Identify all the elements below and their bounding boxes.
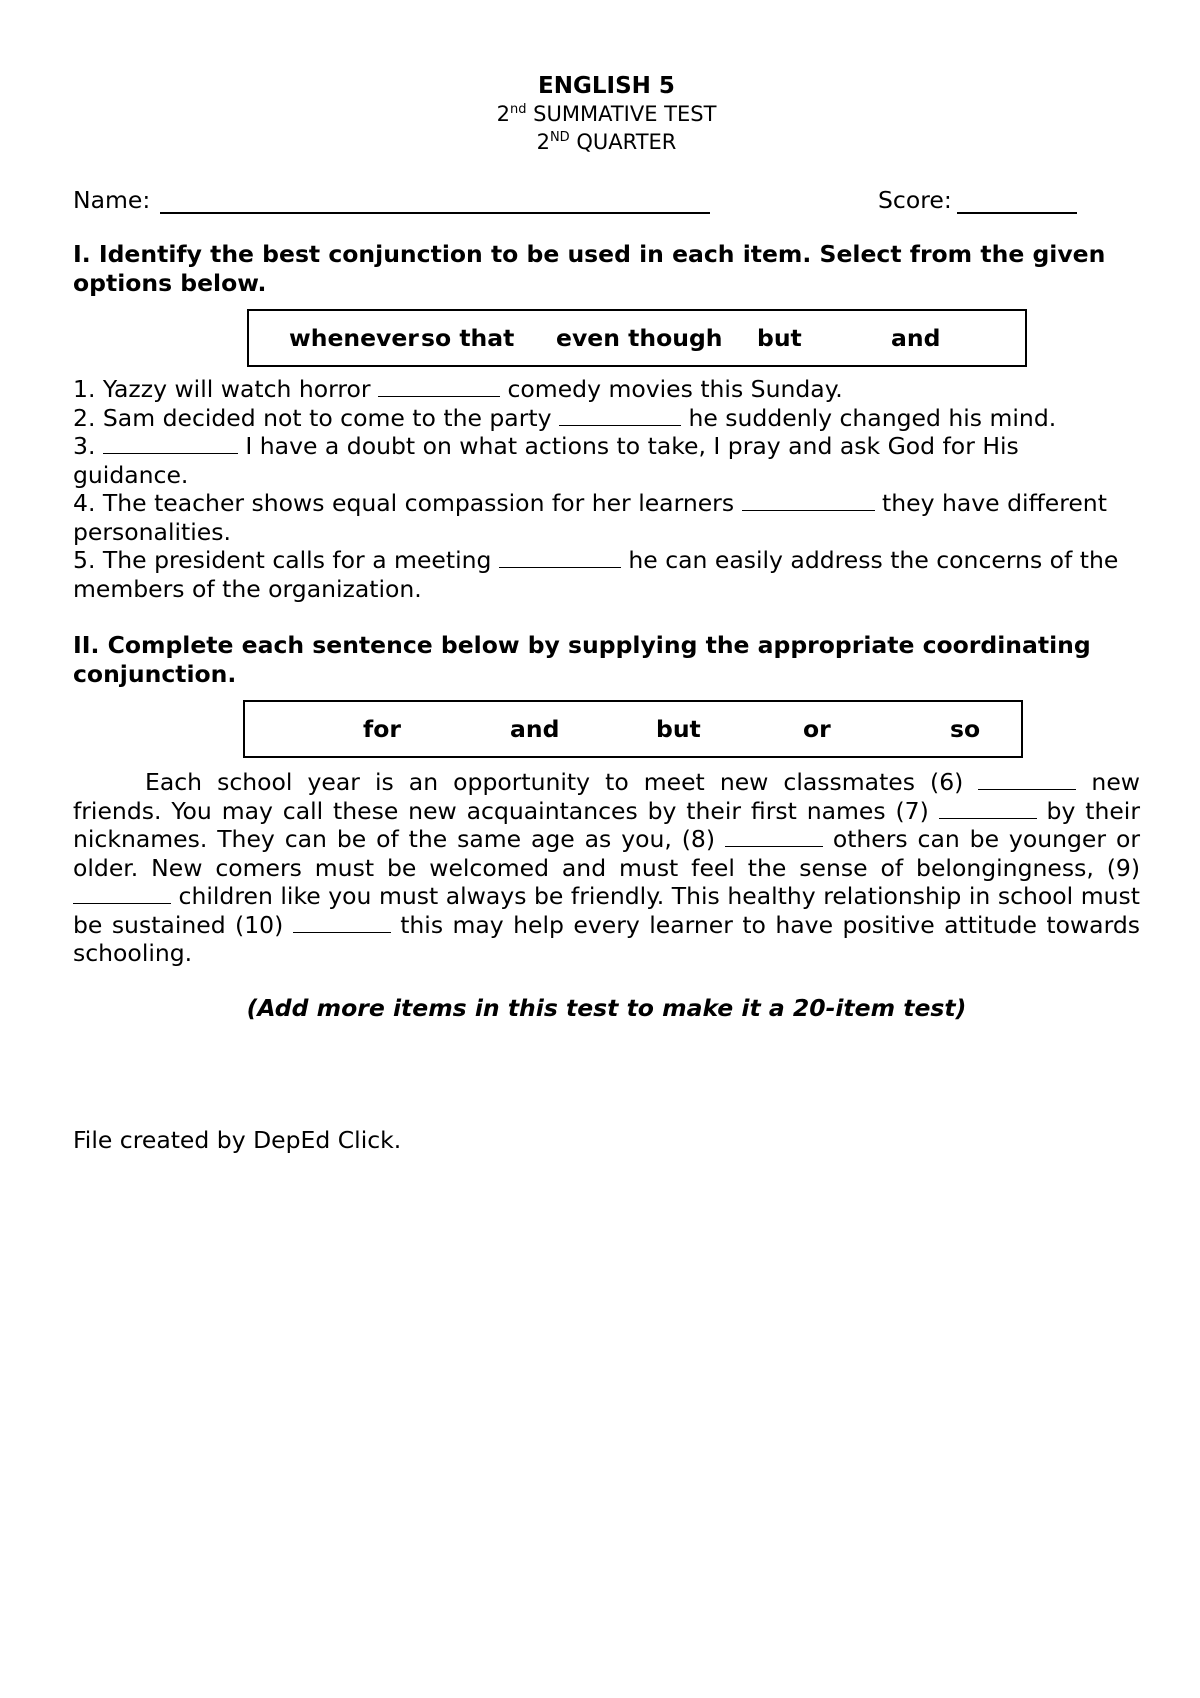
item-2-blank[interactable] (559, 405, 681, 426)
option-but: but (757, 324, 802, 352)
test-ordinal: nd (509, 102, 527, 117)
item-6-blank[interactable] (978, 769, 1076, 790)
part1-items (73, 375, 1140, 603)
item-4 (73, 489, 1140, 546)
paragraph-seg-6: this may help every learner to have positive attitude towards schooling. (73, 910, 1140, 967)
item-2-text-before: 2. Sam decided not to come to the party (73, 403, 559, 432)
paragraph-seg-1: Each school year is an opportunity to meet new classmates (6) (145, 768, 979, 796)
option-or: or (803, 715, 831, 743)
quarter-label: QUARTER (569, 130, 677, 154)
test-number: 2 (496, 102, 510, 126)
option-and-2: and (510, 715, 560, 743)
paragraph-seg-2: new friends. You may call these new acquaintances by their first names (7) (73, 768, 1140, 825)
test-header (73, 72, 1140, 156)
test-label: SUMMATIVE TEST (526, 102, 717, 126)
name-field[interactable] (160, 212, 710, 214)
item-5 (73, 546, 1140, 603)
option-for: for (363, 715, 401, 743)
part1-options-box (247, 309, 1027, 367)
option-whenever: whenever (289, 324, 419, 352)
item-5-blank[interactable] (499, 547, 621, 568)
paragraph-seg-3: by their nicknames. They can be of the same age as you, (8) (73, 796, 1140, 853)
quarter-number: 2 (536, 130, 550, 154)
item-3-blank[interactable] (103, 433, 238, 454)
quarter-ordinal: ND (549, 130, 570, 145)
name-label: Name: (73, 186, 151, 214)
item-1-blank[interactable] (378, 376, 500, 397)
paragraph-seg-5: children like you must always be friendly. This healthy relationship in school must be sustained (10) (73, 882, 1140, 939)
part2-instruction: II. Complete each sentence below by supplying the appropriate coordinating conjunction. (73, 631, 1091, 688)
item-4-blank[interactable] (742, 490, 875, 511)
option-so-that: so that (421, 324, 515, 352)
student-info-row (73, 186, 1140, 216)
item-3-text-before: 3. (73, 432, 103, 460)
part2-options-box (243, 700, 1023, 758)
item-4-text-after: they have different personalities. (73, 489, 1107, 546)
test-title (73, 100, 1140, 128)
option-but-2: but (656, 715, 701, 743)
item-2 (73, 404, 1140, 433)
option-and: and (891, 324, 941, 352)
item-3-text-after: I have a doubt on what actions to take, I pray and ask God for His guidance. (73, 432, 1019, 489)
score-label: Score: (878, 186, 952, 214)
item-9-blank[interactable] (73, 883, 171, 904)
item-10-blank[interactable] (293, 912, 391, 933)
item-5-text-before: 5. The president calls for a meeting (73, 546, 499, 574)
subject-title: ENGLISH 5 (538, 73, 675, 99)
footer-credit: File created by DepEd Click. (73, 1126, 402, 1154)
option-so: so (950, 715, 981, 743)
score-field[interactable] (957, 212, 1077, 214)
item-1-text-before: 1. Yazzy will watch horror (73, 375, 379, 403)
option-even-though: even though (556, 324, 723, 352)
item-2-text-after: he suddenly changed his mind. (680, 403, 1057, 432)
teacher-note: (Add more items in this test to make it a 20-item test) (246, 993, 967, 1022)
item-4-text-before: 4. The teacher shows equal compassion for her learners (73, 489, 742, 517)
item-1-text-after: comedy movies this Sunday. (500, 375, 843, 403)
paragraph-seg-4: others can be younger or older. New comers must be welcomed and must feel the sense of belongingness, (9) (73, 825, 1140, 882)
item-1 (73, 375, 1140, 404)
item-8-blank[interactable] (725, 826, 823, 847)
part2-paragraph (73, 768, 1140, 968)
item-7-blank[interactable] (939, 798, 1037, 819)
item-3 (73, 432, 1140, 489)
quarter-title (73, 128, 1140, 156)
item-5-text-after: he can easily address the concerns of the members of the organization. (73, 546, 1119, 603)
part1-instruction: I. Identify the best conjunction to be used in each item. Select from the given options below. (73, 240, 1106, 297)
